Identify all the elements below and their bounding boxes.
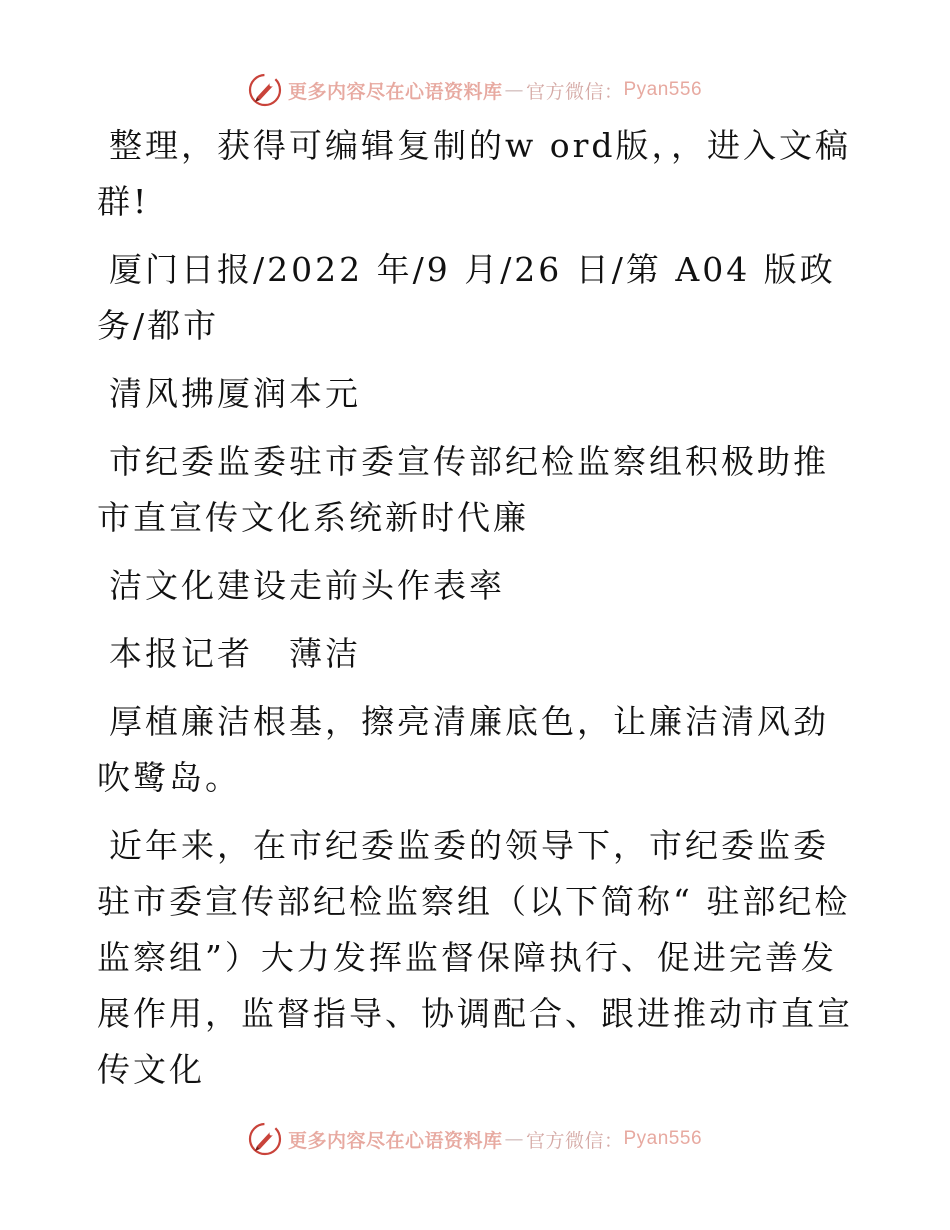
article-byline: 本报记者 薄洁 bbox=[109, 634, 361, 673]
document-body bbox=[97, 118, 857, 1110]
watermark-suffix: 官方微信： bbox=[525, 1129, 624, 1152]
watermark-wechat-id: Pyan556 bbox=[623, 79, 703, 100]
watermark-suffix: 官方微信： bbox=[525, 80, 624, 103]
paragraph-source: 厦门日报/2022 年/9 月/26 日/第 A04 版政务/都市 bbox=[97, 250, 836, 345]
watermark-wechat-id: Pyan556 bbox=[623, 1128, 703, 1149]
watermark-header bbox=[0, 70, 950, 110]
article-title: 清风拂厦润本元 bbox=[109, 374, 361, 413]
pen-seal-logo-icon bbox=[248, 73, 282, 107]
article-subtitle-line-2: 洁文化建设走前头作表率 bbox=[109, 566, 505, 605]
paragraph-lead: 厚植廉洁根基，擦亮清廉底色，让廉洁清风劲吹鹭岛。 bbox=[97, 702, 829, 797]
article-subtitle-line-1: 市纪委监委驻市委宣传部纪检监察组积极助推市直宣传文化系统新时代廉 bbox=[97, 442, 829, 537]
pen-seal-logo-icon bbox=[248, 1122, 282, 1156]
watermark-separator: — bbox=[504, 79, 524, 101]
paragraph-body: 近年来，在市纪委监委的领导下，市纪委监委驻市委宣传部纪检监察组（以下简称“ 驻部纪检监察组”）大力发挥监督保障执行、促进完善发展作用，监督指导、协调配合、跟进推动市直宣传文化 bbox=[97, 826, 853, 1089]
watermark-footer bbox=[0, 1119, 950, 1159]
paragraph-intro: 整理，获得可编辑复制的w ord版，，进入文稿群! bbox=[97, 126, 852, 221]
watermark-text: 更多内容尽在心语资料库 bbox=[287, 1129, 503, 1152]
watermark-text: 更多内容尽在心语资料库 bbox=[287, 80, 503, 103]
watermark-separator: — bbox=[504, 1128, 524, 1150]
